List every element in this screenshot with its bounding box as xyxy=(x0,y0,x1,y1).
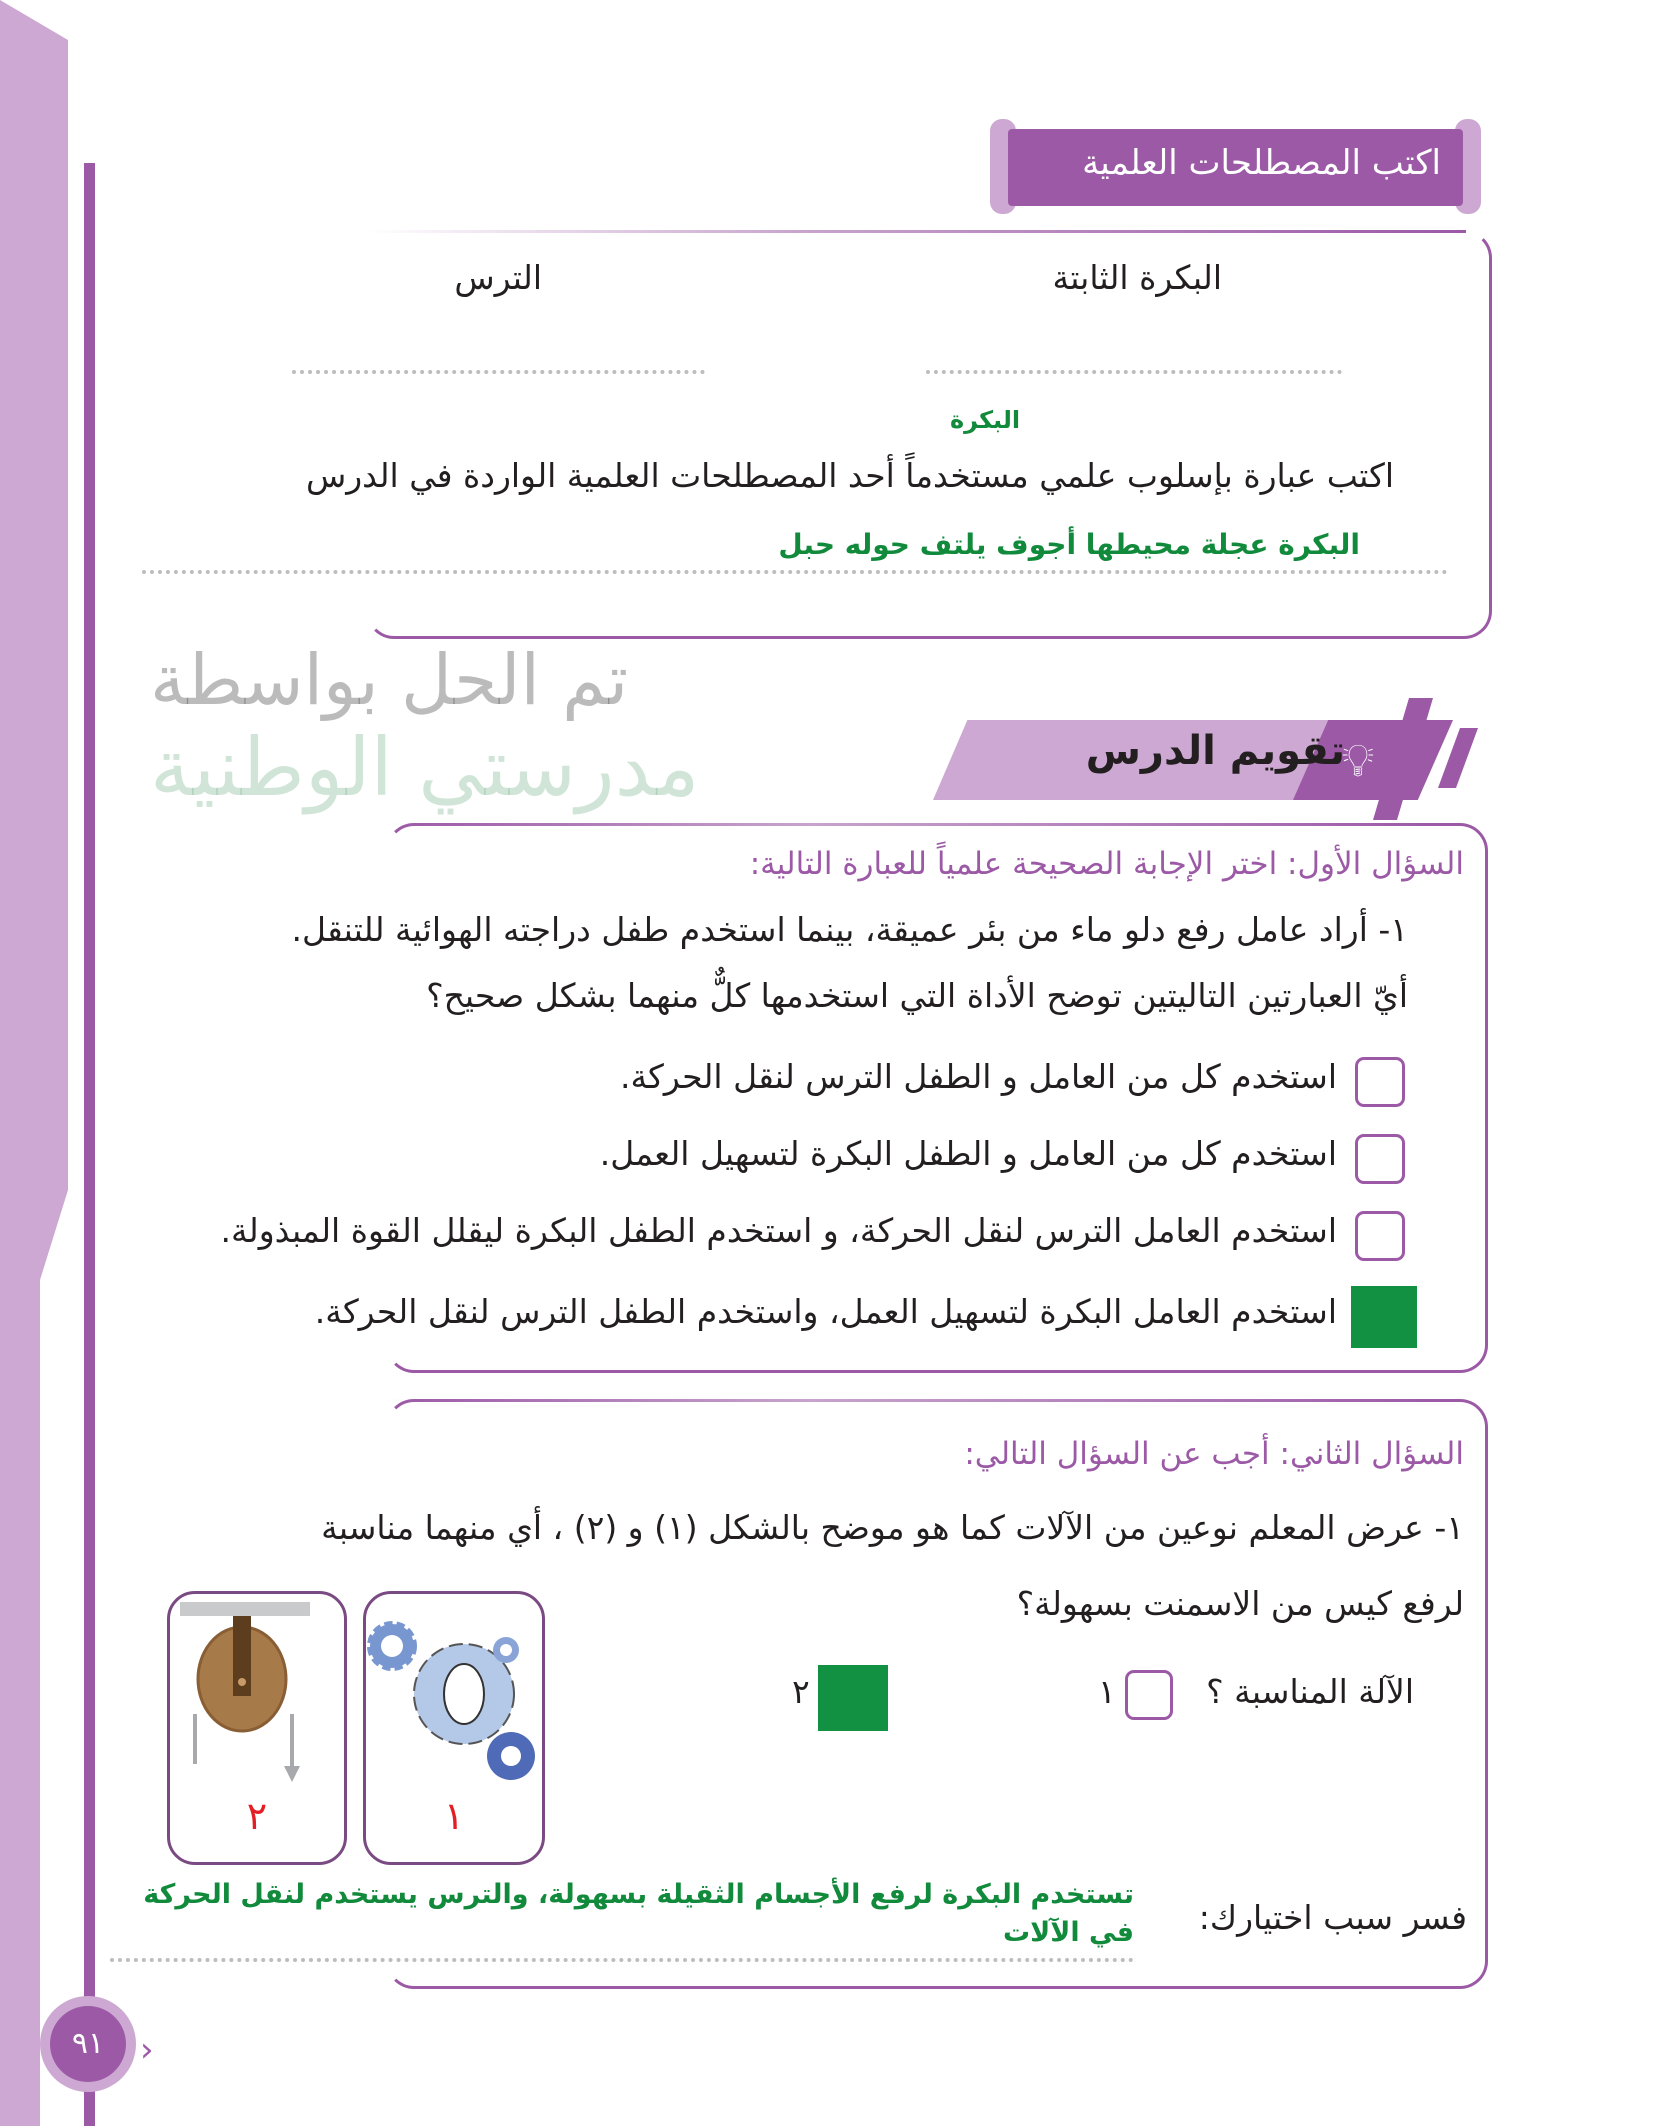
page-side-decoration xyxy=(0,0,68,2126)
question-2-line: ١- عرض المعلم نوعين من الآلات كما هو موضح بالشكل (١) و (٢) ، أي منهما مناسبة xyxy=(321,1508,1464,1547)
section-banner xyxy=(990,119,1481,214)
answer-text: البكرة عجلة محيطها أجوف يلتف حوله حبل xyxy=(778,528,1360,561)
choice-1-checkbox[interactable] xyxy=(1125,1670,1173,1720)
divider xyxy=(366,230,1466,233)
question-1-box xyxy=(386,823,1488,1373)
option-checkbox[interactable] xyxy=(1355,1057,1405,1107)
pulley-icon xyxy=(170,1594,344,1794)
term-gear: الترس xyxy=(454,258,542,297)
page-side-bar xyxy=(84,163,95,2126)
question-1-line: أيّ العبارتين التاليتين توضح الأداة التي استخدمها كلٌّ منهما بشكل صحيح؟ xyxy=(426,976,1408,1015)
watermark: مدرستي الوطنية xyxy=(150,721,700,814)
gears-icon xyxy=(366,1594,542,1794)
option-label: استخدم كل من العامل و الطفل الترس لنقل الحركة. xyxy=(619,1057,1337,1096)
choice-2-checkbox-checked[interactable] xyxy=(818,1665,888,1731)
answer-line[interactable] xyxy=(926,370,1342,374)
page-number-badge xyxy=(40,1996,136,2092)
answer-line[interactable] xyxy=(110,1958,1134,1962)
page-number: ٩١ xyxy=(50,2006,126,2082)
question-1-line: ١- أراد عامل رفع دلو ماء من بئر عميقة، بينما استخدم طفل دراجته الهوائية للتنقل. xyxy=(291,910,1408,949)
inline-answer: البكرة xyxy=(950,406,1021,434)
figure-2-label: ٢ xyxy=(246,1794,268,1838)
instruction-text: اكتب عبارة بإسلوب علمي مستخدماً أحد المصطلحات العلمية الواردة في الدرس xyxy=(305,456,1394,495)
section-title: تقويم الدرس xyxy=(1085,728,1345,774)
chevron-right-icon: › xyxy=(140,2030,154,2070)
choice-label: الآلة المناسبة ؟ xyxy=(1206,1672,1414,1711)
watermark: تم الحل بواسطة xyxy=(150,639,629,721)
figure-1-label: ١ xyxy=(443,1794,465,1838)
term-fixed-pulley: البكرة الثابتة xyxy=(1052,258,1222,297)
question-1-heading: السؤال الأول: اختر الإجابة الصحيحة علمياً للعبارة التالية: xyxy=(749,846,1464,882)
answer-line[interactable] xyxy=(292,370,705,374)
question-2-heading: السؤال الثاني: أجب عن السؤال التالي: xyxy=(964,1436,1464,1472)
explain-answer: تستخدم البكرة لرفع الأجسام الثقيلة بسهولة، والترس يستخدم لنقل الحركة في الآلات xyxy=(143,1879,1134,1948)
option-label: استخدم كل من العامل و الطفل البكرة لتسهيل العمل. xyxy=(599,1134,1337,1173)
figure-pulley-card xyxy=(167,1591,347,1865)
divider xyxy=(386,1399,1446,1402)
option-checkbox-checked[interactable] xyxy=(1351,1286,1417,1348)
option-checkbox[interactable] xyxy=(1355,1211,1405,1261)
question-2-line: لرفع كيس من الاسمنت بسهولة؟ xyxy=(1016,1584,1464,1623)
explain-label: فسر سبب اختيارك: xyxy=(1198,1898,1467,1937)
lightbulb-icon: 💡︎ xyxy=(1341,733,1375,787)
option-label: استخدم العامل البكرة لتسهيل العمل، واستخدم الطفل الترس لنقل الحركة. xyxy=(314,1292,1337,1331)
answer-line[interactable] xyxy=(142,570,1448,574)
figure-gear-card xyxy=(363,1591,545,1865)
choice-1-label: ١ xyxy=(1098,1672,1116,1711)
divider xyxy=(386,823,1446,826)
section-header xyxy=(933,698,1485,820)
choice-2-label: ٢ xyxy=(792,1672,810,1711)
option-label: استخدم العامل الترس لنقل الحركة، و استخدم الطفل البكرة ليقلل القوة المبذولة. xyxy=(220,1211,1337,1250)
banner-title: اكتب المصطلحات العلمية xyxy=(1082,143,1441,183)
option-checkbox[interactable] xyxy=(1355,1134,1405,1184)
